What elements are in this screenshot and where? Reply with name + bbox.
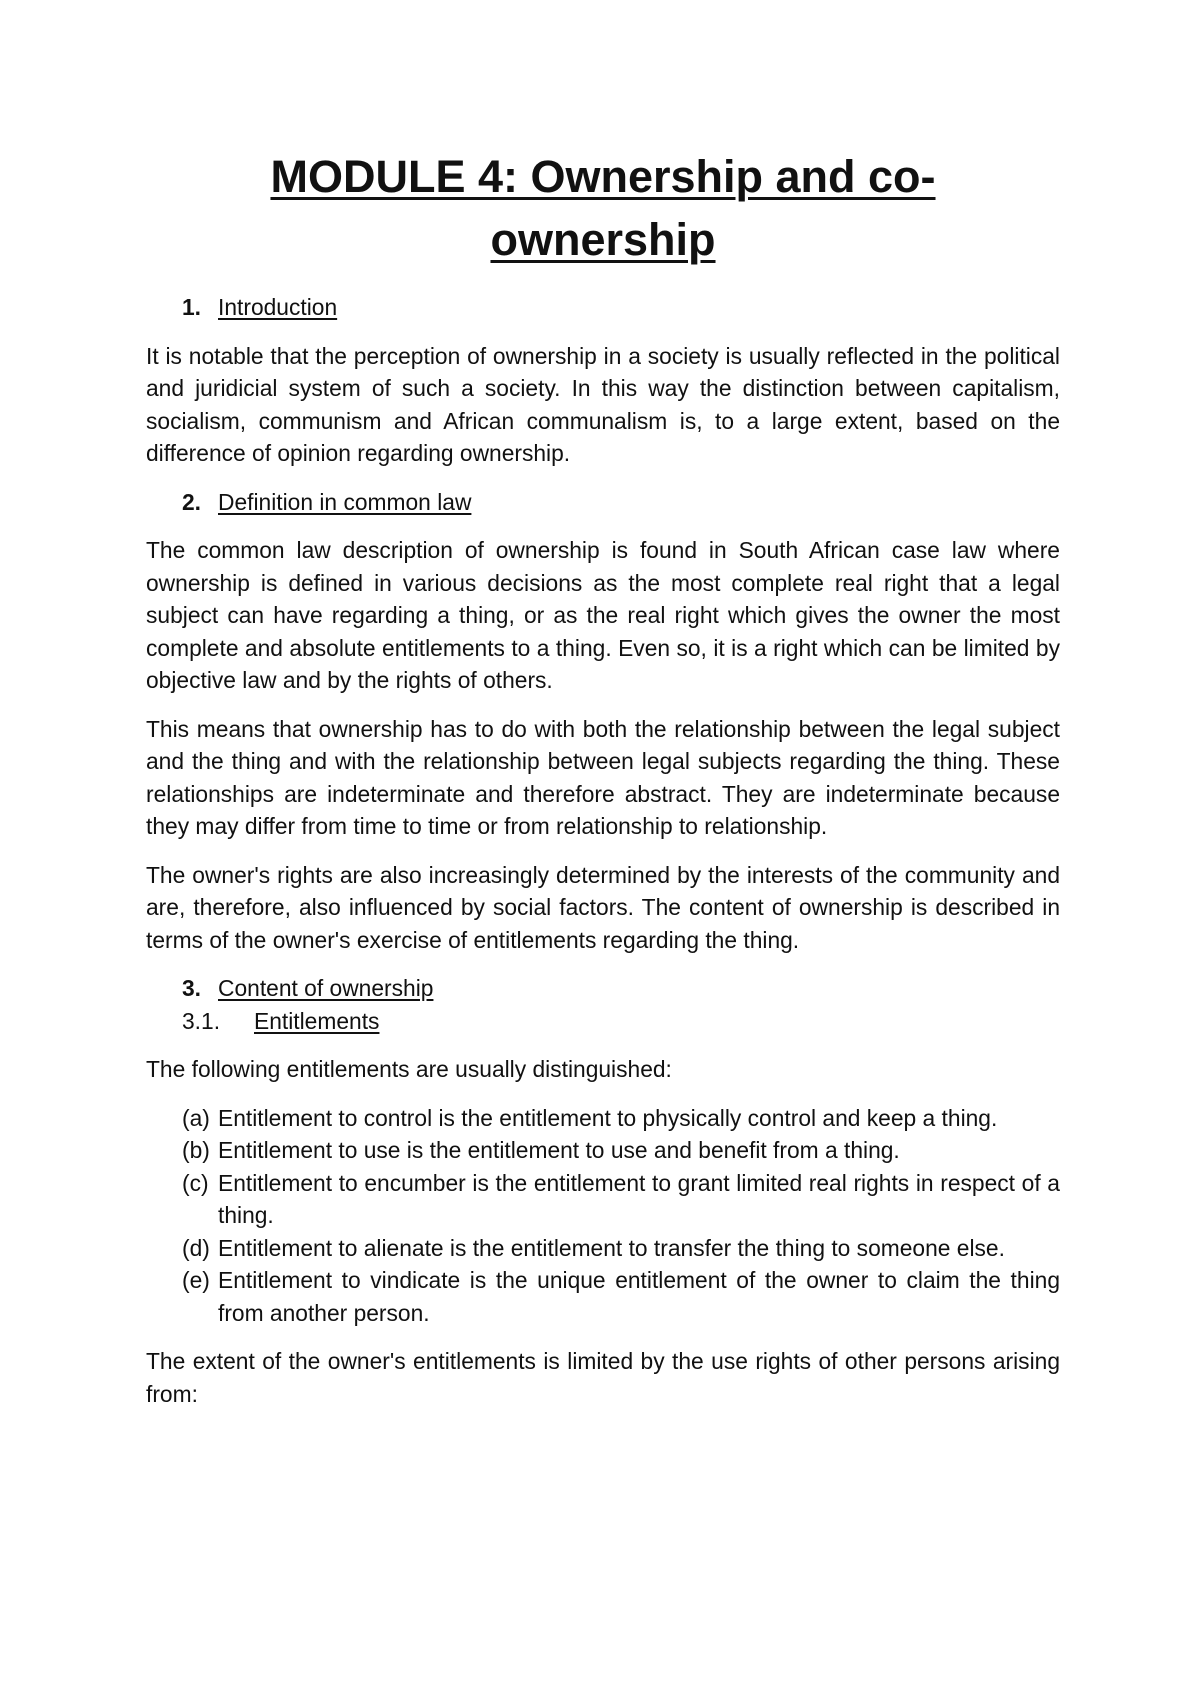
list-item	[182, 1167, 1060, 1232]
section-number: 3.	[182, 975, 202, 1001]
subsection-number: 3.1.	[182, 1007, 221, 1034]
subsection-heading-entitlements	[182, 1005, 1060, 1038]
section-heading-introduction	[182, 291, 1060, 324]
section-title: Definition in common law	[218, 488, 472, 515]
subsection-title: Entitlements	[254, 1007, 380, 1034]
page-title	[146, 145, 1060, 271]
list-item	[182, 1232, 1060, 1265]
section-number: 2.	[182, 488, 202, 515]
list-item-text: Entitlement to use is the entitlement to use and benefit from a thing.	[218, 1137, 900, 1163]
paragraph-community: The owner's rights are also increasingly determined by the interests of the community and are, therefore, also influenced by social factors. The content of ownership is described in terms of the owner's exercise of entitlements regarding the thing.	[146, 861, 1060, 953]
section-title: Introduction	[218, 294, 338, 320]
list-marker: (c)	[182, 1169, 209, 1196]
list-item-text: Entitlement to control is the entitlement to physically control and keep a thing.	[218, 1104, 998, 1131]
list-marker: (e)	[182, 1267, 210, 1293]
paragraph-following: The following entitlements are usually distinguished:	[146, 1056, 672, 1082]
paragraph-extent: The extent of the owner's entitlements is limited by the use rights of other persons arising from:	[146, 1348, 1060, 1407]
list-item-text: Entitlement to alienate is the entitlement to transfer the thing to someone else.	[218, 1234, 1005, 1261]
list-item-text: Entitlement to vindicate is the unique entitlement of the owner to claim the thing from another person.	[218, 1267, 1060, 1326]
list-marker: (b)	[182, 1137, 210, 1163]
paragraph-relationship: This means that ownership has to do with both the relationship between the legal subject and the thing and with the relationship between legal subjects regarding the thing. These relationships are indeterminate and therefore abstract. They are indeterminate because they may differ from time to time or from relationship to relationship.	[146, 715, 1060, 839]
section-heading-content	[182, 972, 1060, 1005]
list-item	[182, 1102, 1060, 1135]
document-page	[146, 0, 1060, 1410]
section-heading-definition	[182, 486, 1060, 519]
paragraph-definition: The common law description of ownership is found in South African case law where ownership is defined in various decisions as the most complete real right that a legal subject can have regarding a thing, or as the real right which gives the owner the most complete and absolute entitlements to a thing. Even so, it is a right which can be limited by objective law and by the rights of others.	[146, 537, 1060, 693]
list-item	[182, 1264, 1060, 1329]
title-line-2: ownership	[490, 214, 716, 265]
title-line-1: MODULE 4: Ownership and co-	[270, 151, 936, 202]
list-item-text: Entitlement to encumber is the entitlement to grant limited real rights in respect of a thing.	[218, 1169, 1060, 1228]
list-marker: (d)	[182, 1234, 210, 1261]
section-number: 1.	[182, 294, 202, 320]
entitlements-list	[146, 1102, 1060, 1330]
paragraph-introduction: It is notable that the perception of ownership in a society is usually reflected in the political and juridicial system of such a society. In this way the distinction between capitalism, socialism, communism and African communalism is, to a large extent, based on the difference of opinion regarding ownership.	[146, 342, 1060, 466]
section-title: Content of ownership	[218, 975, 434, 1001]
list-marker: (a)	[182, 1104, 210, 1131]
list-item	[182, 1134, 1060, 1167]
